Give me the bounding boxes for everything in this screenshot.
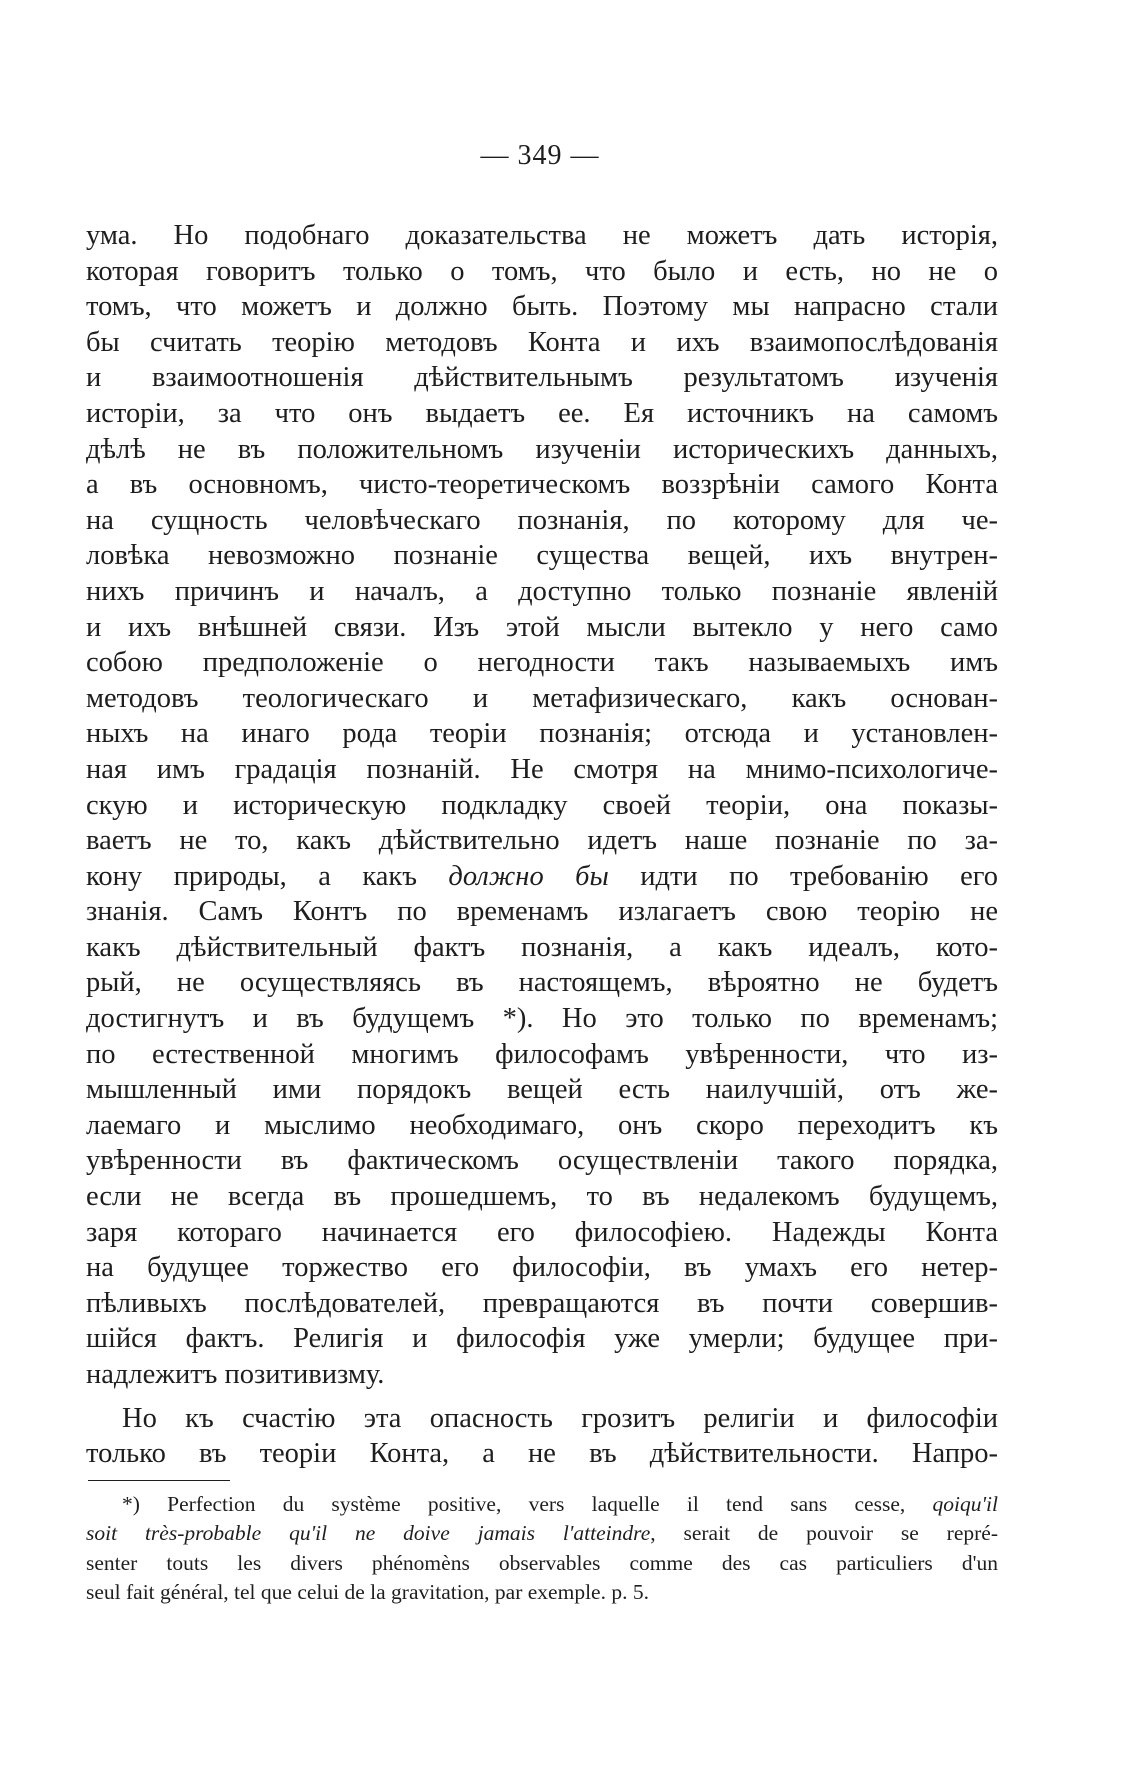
paragraph-gap xyxy=(86,1393,998,1401)
text-run: идти по требованію его xyxy=(608,860,998,892)
text-line: томъ, что можетъ и должно быть. Поэтому мы напрасно стали xyxy=(86,291,998,323)
footnote-divider xyxy=(88,1480,230,1481)
text-line: собою предположеніе о негодности такъ называемыхъ имъ xyxy=(86,647,998,679)
footnote xyxy=(86,1490,998,1608)
text-line: знанія. Самъ Контъ по временамъ излагаетъ свою теорію не xyxy=(86,896,998,928)
text-line: шійся фактъ. Религія и философія уже умерли; будущее при- xyxy=(86,1323,998,1355)
text-line: и взаимоотношенія дѣйствительнымъ результатомъ изученія xyxy=(86,362,998,394)
text-line: только въ теоріи Конта, а не въ дѣйствительности. Напро- xyxy=(86,1438,998,1470)
text-run: , serait de pouvoir se repré- xyxy=(650,1521,998,1546)
text-line: бы считать теорію методовъ Конта и ихъ взаимопослѣдованія xyxy=(86,326,998,358)
text-line: пѣливыхъ послѣдователей, превращаются въ почти совершив- xyxy=(86,1287,998,1319)
paragraph-1 xyxy=(86,218,998,1393)
text-line: и ихъ внѣшней связи. Изъ этой мысли вытекло у него само xyxy=(86,611,998,643)
text-line: скую и историческую подкладку своей теоріи, она показы- xyxy=(86,789,998,821)
text-line: какъ дѣйствительный фактъ познанія, а какъ идеалъ, кото- xyxy=(86,931,998,963)
text-line: лаемаго и мыслимо необходимаго, онъ скоро переходитъ къ xyxy=(86,1109,998,1141)
text-line: мышленный ими порядокъ вещей есть наилучшій, отъ же- xyxy=(86,1074,998,1106)
text-line: если не всегда въ прошедшемъ, то въ недалекомъ будущемъ, xyxy=(86,1181,998,1213)
text-line: надлежитъ позитивизму. xyxy=(86,1359,385,1390)
paragraph-2 xyxy=(86,1401,998,1472)
text-line: заря котораго начинается его философіею. Надежды Конта xyxy=(86,1216,998,1248)
text-line: нихъ причинъ и началъ, а доступно только познаніе явленій xyxy=(86,575,998,607)
text-line: ваетъ не то, какъ дѣйствительно идетъ наше познаніе по за- xyxy=(86,825,998,857)
emphasized-text: soit très-probable qu'il ne doive jamais l'atteindre xyxy=(86,1521,651,1546)
text-line: ныхъ на инаго рода теоріи познанія; отсюда и установлен- xyxy=(86,718,998,750)
text-line: достигнутъ и въ будущемъ *). Но это только по временамъ; xyxy=(86,1003,998,1035)
footnote-line: senter touts les divers phénomèns observables comme des cas particuliers d'un xyxy=(86,1550,998,1575)
text-run: кону природы, а какъ xyxy=(86,860,449,892)
text-run: *) Perfection du système positive, vers laquelle il tend sans cesse, xyxy=(122,1492,933,1516)
footnote-line xyxy=(86,1519,998,1548)
text-line: методовъ теологическаго и метафизическаго, какъ основан- xyxy=(86,682,998,714)
text-line: по естественной многимъ философамъ увѣренности, что из- xyxy=(86,1038,998,1070)
text-line: ума. Но подобнаго доказательства не можетъ дать исторія, xyxy=(86,220,998,251)
text-line-with-emphasis xyxy=(86,859,998,895)
text-line: на сущность человѣческаго познанія, по которому для че- xyxy=(86,504,998,536)
footnote-line xyxy=(86,1490,998,1519)
text-line: а въ основномъ, чисто-теоретическомъ воззрѣніи самого Конта xyxy=(86,469,998,501)
footnote-line: seul fait général, tel que celui de la gravitation, par exemple. p. 5. xyxy=(86,1580,649,1605)
page-number: — 349 — xyxy=(480,140,600,171)
text-line: рый, не осуществляясь въ настоящемъ, вѣроятно не будетъ xyxy=(86,967,998,999)
text-line: исторіи, за что онъ выдаетъ ее. Ея источникъ на самомъ xyxy=(86,397,998,429)
main-text xyxy=(86,218,998,1472)
text-line: ловѣка невозможно познаніе существа вещей, ихъ внутрен- xyxy=(86,540,998,572)
text-line: ная имъ градація познаній. Не смотря на мнимо-психологиче- xyxy=(86,753,998,785)
text-line: которая говоритъ только о томъ, что было и есть, но не о xyxy=(86,255,998,287)
text-line: дѣлѣ не въ положительномъ изученіи историческихъ данныхъ, xyxy=(86,433,998,465)
text-line: увѣренности въ фактическомъ осуществленіи такого порядка, xyxy=(86,1145,998,1177)
text-line: Но къ счастію эта опасность грозитъ религіи и философіи xyxy=(122,1402,998,1434)
text-line: на будущее торжество его философіи, въ умахъ его нетер- xyxy=(86,1252,998,1284)
emphasized-text: qoiqu'il xyxy=(932,1492,998,1516)
emphasized-text: должно бы xyxy=(448,860,609,892)
